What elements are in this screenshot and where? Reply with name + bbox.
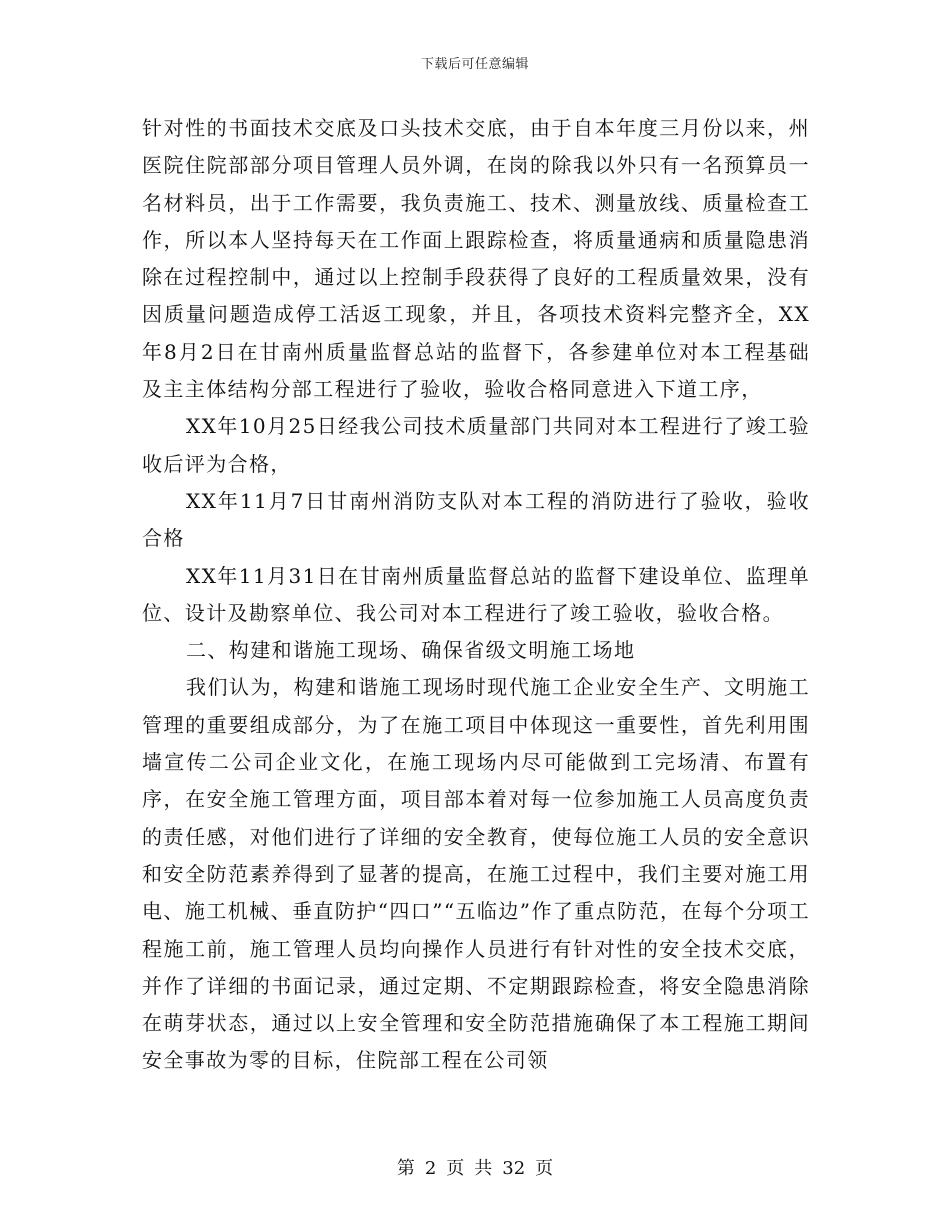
paragraph: 我们认为，构建和谐施工现场时现代施工企业安全生产、文明施工管理的重要组成部分，为了在施工项目中体现这一重要性，首先利用围墙宣传二公司企业文化，在施工现场内尽可能做到工完场清、布置有序，在安全施工管理方面，项目部本着对每一位参加施工人员高度负责的责任感，对他们进行了详细的安全教育，使每位施工人员的安全意识和安全防范素养得到了显著的提高，在施工过程中，我们主要对施工用电、施工机械、垂直防护“四口”“五临边”作了重点防范，在每个分项工程施工前，施工管理人员均向操作人员进行有针对性的安全技术交底，并作了详细的书面记录，通过定期、不定期跟踪检查，将安全隐患消除在萌芽状态，通过以上安全管理和安全防范措施确保了本工程施工期间安全事故为零的目标，住院部工程在公司领 xyxy=(142,675,810,1073)
footer-gong: 共 xyxy=(474,1158,493,1179)
footer-page-number: 2 xyxy=(424,1158,437,1179)
footer-di: 第 xyxy=(396,1158,415,1179)
paragraph: XX年11月7日甘南州消防支队对本工程的消防进行了验收，验收合格 xyxy=(142,488,810,551)
paragraph: 针对性的书面技术交底及口头技术交底，由于自本年度三月份以来，州医院住院部部分项目管理人员外调，在岗的除我以外只有一名预算员一名材料员，出于工作需要，我负责施工、技术、测量放线、质量检查工作，所以本人坚持每天在工作面上跟踪检查，将质量通病和质量隐患消除在过程控制中，通过以上控制手段获得了良好的工程质量效果，没有因质量问题造成停工活返工现象，并且，各项技术资料完整齐全，XX年8月2日在甘南州质量监督总站的监督下，各参建单位对本工程基础及主主体结构分部工程进行了验收，验收合格同意进入下道工序， xyxy=(142,116,810,402)
footer-ye: 页 xyxy=(446,1158,465,1179)
paragraph: XX年10月25日经我公司技术质量部门共同对本工程进行了竣工验收后评为合格， xyxy=(142,414,810,476)
page-footer xyxy=(0,1154,950,1180)
footer-total-pages: 32 xyxy=(502,1158,526,1179)
footer-ye2: 页 xyxy=(535,1158,554,1179)
paragraph: XX年11月31日在甘南州质量监督总站的监督下建设单位、监理单位、设计及勘察单位、我公司对本工程进行了竣工验收，验收合格。 xyxy=(142,563,810,625)
document-body xyxy=(142,110,810,1080)
section-heading: 二、构建和谐施工现场、确保省级文明施工场地 xyxy=(186,638,636,663)
page-header-note: 下载后可任意编辑 xyxy=(420,57,529,72)
